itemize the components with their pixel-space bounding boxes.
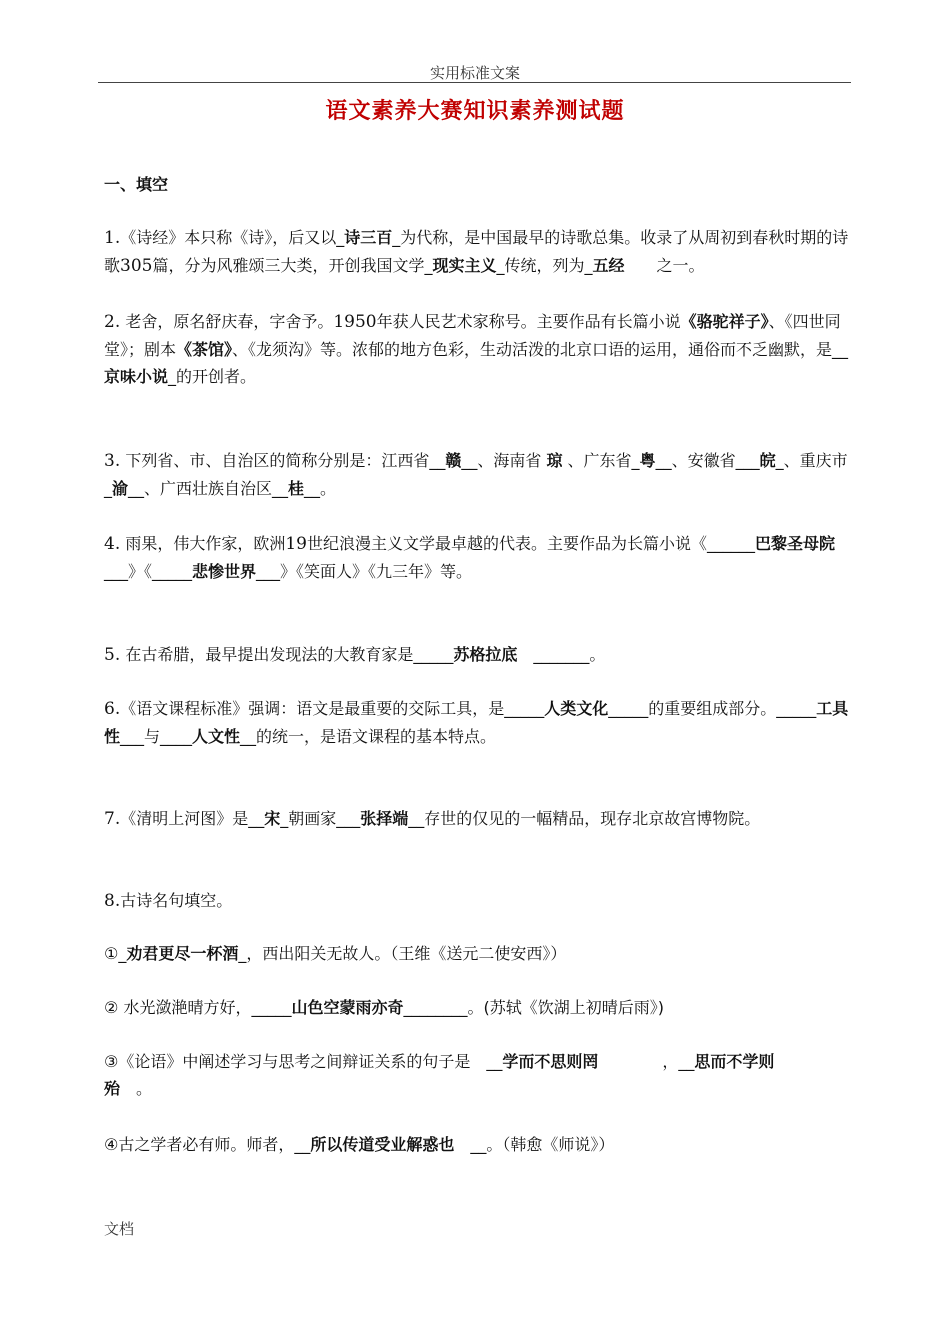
sub-marker: ④ xyxy=(104,1135,119,1154)
question-3 xyxy=(104,447,849,502)
answer: 宋 xyxy=(264,809,281,828)
question-4 xyxy=(104,530,852,585)
question-text: 水光潋滟晴方好，_____ xyxy=(123,998,292,1017)
answer: 现实主义 xyxy=(432,256,497,275)
question-text: _、重庆市_ xyxy=(104,451,848,498)
question-text: 古之学者必有师。师者，__ xyxy=(118,1135,311,1154)
answer: 人文性 xyxy=(192,727,241,746)
question-text: 在古希腊，最早提出发现法的大教育家是_____ xyxy=(120,645,454,664)
answer: 渝 xyxy=(112,479,129,498)
question-number: 6. xyxy=(104,699,121,719)
question-text: _，西出阳关无故人。（王维《送元二使安西》） xyxy=(238,944,567,963)
question-number: 2. xyxy=(104,312,121,332)
answer: 京味小说 xyxy=(104,367,169,386)
question-text: 、广东省_ xyxy=(562,451,640,470)
question-number: 8. xyxy=(104,891,121,911)
answer: 悲惨世界 xyxy=(192,562,257,581)
sub-marker: ② xyxy=(104,998,124,1017)
answer: 山色空蒙雨亦奇 xyxy=(291,998,404,1017)
question-text: 篇，分为风雅颂三大类，开创我国文学_ xyxy=(152,256,433,275)
question-5 xyxy=(104,641,849,669)
answer: 学而不思则罔 xyxy=(502,1052,599,1071)
page-footer: 文档 xyxy=(104,1220,135,1238)
page-header: 实用标准文案 xyxy=(429,64,520,82)
question-text: __、海南省 xyxy=(461,451,547,470)
question-text: 之一。 xyxy=(624,256,705,275)
document-title: 语文素养大赛知识素养测试题 xyxy=(325,99,625,124)
answer: 《骆驼祥子》 xyxy=(680,312,769,331)
question-text: 、《龙须沟》等。浓郁的地方色彩，生动活泼的北京口语的运用，通俗而不乏幽默，是__ xyxy=(232,340,849,359)
question-text: ，__ xyxy=(598,1052,695,1071)
question-text: _为代称，是中国最早的诗歌总集。收录了从周初到春秋时期的诗歌 xyxy=(104,228,849,275)
sub-question-2 xyxy=(104,994,849,1021)
answer: 五经 xyxy=(592,256,625,275)
number: 1950 xyxy=(333,312,377,332)
question-text: 《论语》中阐述学习与思考之间辩证关系的句子是 __ xyxy=(118,1052,503,1071)
question-text: 《清明上河图》是__ xyxy=(120,809,265,828)
header-divider xyxy=(98,82,851,83)
answer: 人类文化 xyxy=(544,699,609,718)
question-7 xyxy=(104,805,849,833)
question-number: 4. xyxy=(104,534,121,554)
question-text: 下列省、市、自治区的简称分别是：江西省__ xyxy=(120,451,446,470)
answer: 思而不学则殆 xyxy=(104,1052,775,1098)
question-text: 老舍，原名舒庆春，字舍予。 xyxy=(120,312,334,331)
question-number: 1. xyxy=(104,228,121,248)
question-text: ___与____ xyxy=(120,727,193,746)
answer: 苏格拉底 xyxy=(453,645,518,664)
answer: 桂 xyxy=(288,479,305,498)
question-text: 古诗名句填空。 xyxy=(120,891,233,910)
question-text: _的开创者。 xyxy=(168,367,257,386)
answer: 赣 xyxy=(445,451,462,470)
number: 19 xyxy=(285,534,307,554)
question-text: ___》《笑面人》《九三年》等。 xyxy=(256,562,473,581)
answer: 工具性 xyxy=(104,699,849,746)
answer: 张择端 xyxy=(360,809,409,828)
sub-question-4 xyxy=(104,1131,849,1158)
answer: 所以传道受业解惑也 xyxy=(310,1135,455,1154)
section-heading: 一、填空 xyxy=(104,175,169,194)
number: 305 xyxy=(120,256,153,276)
question-text: ___》《_____ xyxy=(104,534,852,581)
answer: 琼 xyxy=(546,451,563,470)
sub-question-1 xyxy=(104,940,849,967)
answer: 皖 xyxy=(759,451,776,470)
question-number: 5. xyxy=(104,645,121,665)
question-text: 年获人民艺术家称号。主要作品有长篇小说 xyxy=(376,312,681,331)
question-text: 世纪浪漫主义文学最卓越的代表。主要作品为长篇小说《______ xyxy=(306,534,755,553)
question-text: _朝画家___ xyxy=(280,809,361,828)
question-text: 《语文课程标准》强调：语文是最重要的交际工具，是_____ xyxy=(120,699,545,718)
question-text: __、广西壮族自治区__ xyxy=(128,479,289,498)
question-text: _传统，列为_ xyxy=(496,256,593,275)
question-number: 7. xyxy=(104,809,121,829)
question-text: 雨果，伟大作家，欧洲 xyxy=(120,534,286,553)
sub-marker: ③ xyxy=(104,1052,119,1071)
question-6 xyxy=(104,695,849,750)
question-text: __。（韩愈《师说》） xyxy=(454,1135,615,1154)
question-2 xyxy=(104,308,849,390)
question-text: 《诗经》本只称《诗》，后又以_ xyxy=(120,228,345,247)
question-text: _______。 xyxy=(517,645,606,664)
sub-marker: ①_ xyxy=(104,944,127,963)
answer: 巴黎圣母院 xyxy=(754,534,835,553)
question-text: __的统一，是语文课程的基本特点。 xyxy=(240,727,497,746)
question-text: __、安徽省___ xyxy=(655,451,760,470)
question-text: 。 xyxy=(120,1079,153,1098)
answer: 《茶馆》 xyxy=(176,340,233,359)
sub-question-3 xyxy=(104,1048,784,1102)
question-text: ________。(苏轼《饮湖上初晴后雨》) xyxy=(403,998,664,1017)
question-text: __存世的仅见的一幅精品，现存北京故宫博物院。 xyxy=(408,809,761,828)
answer: 诗三百 xyxy=(344,228,393,247)
answer: 粤 xyxy=(639,451,656,470)
question-1 xyxy=(104,224,849,280)
answer: 劝君更尽一杯酒 xyxy=(126,944,239,963)
question-text: _____的重要组成部分。_____ xyxy=(608,699,817,718)
question-text: __。 xyxy=(304,479,337,498)
question-text: 、《四世同堂》；剧本 xyxy=(104,312,841,359)
question-number: 3. xyxy=(104,451,121,471)
question-8 xyxy=(104,887,849,915)
